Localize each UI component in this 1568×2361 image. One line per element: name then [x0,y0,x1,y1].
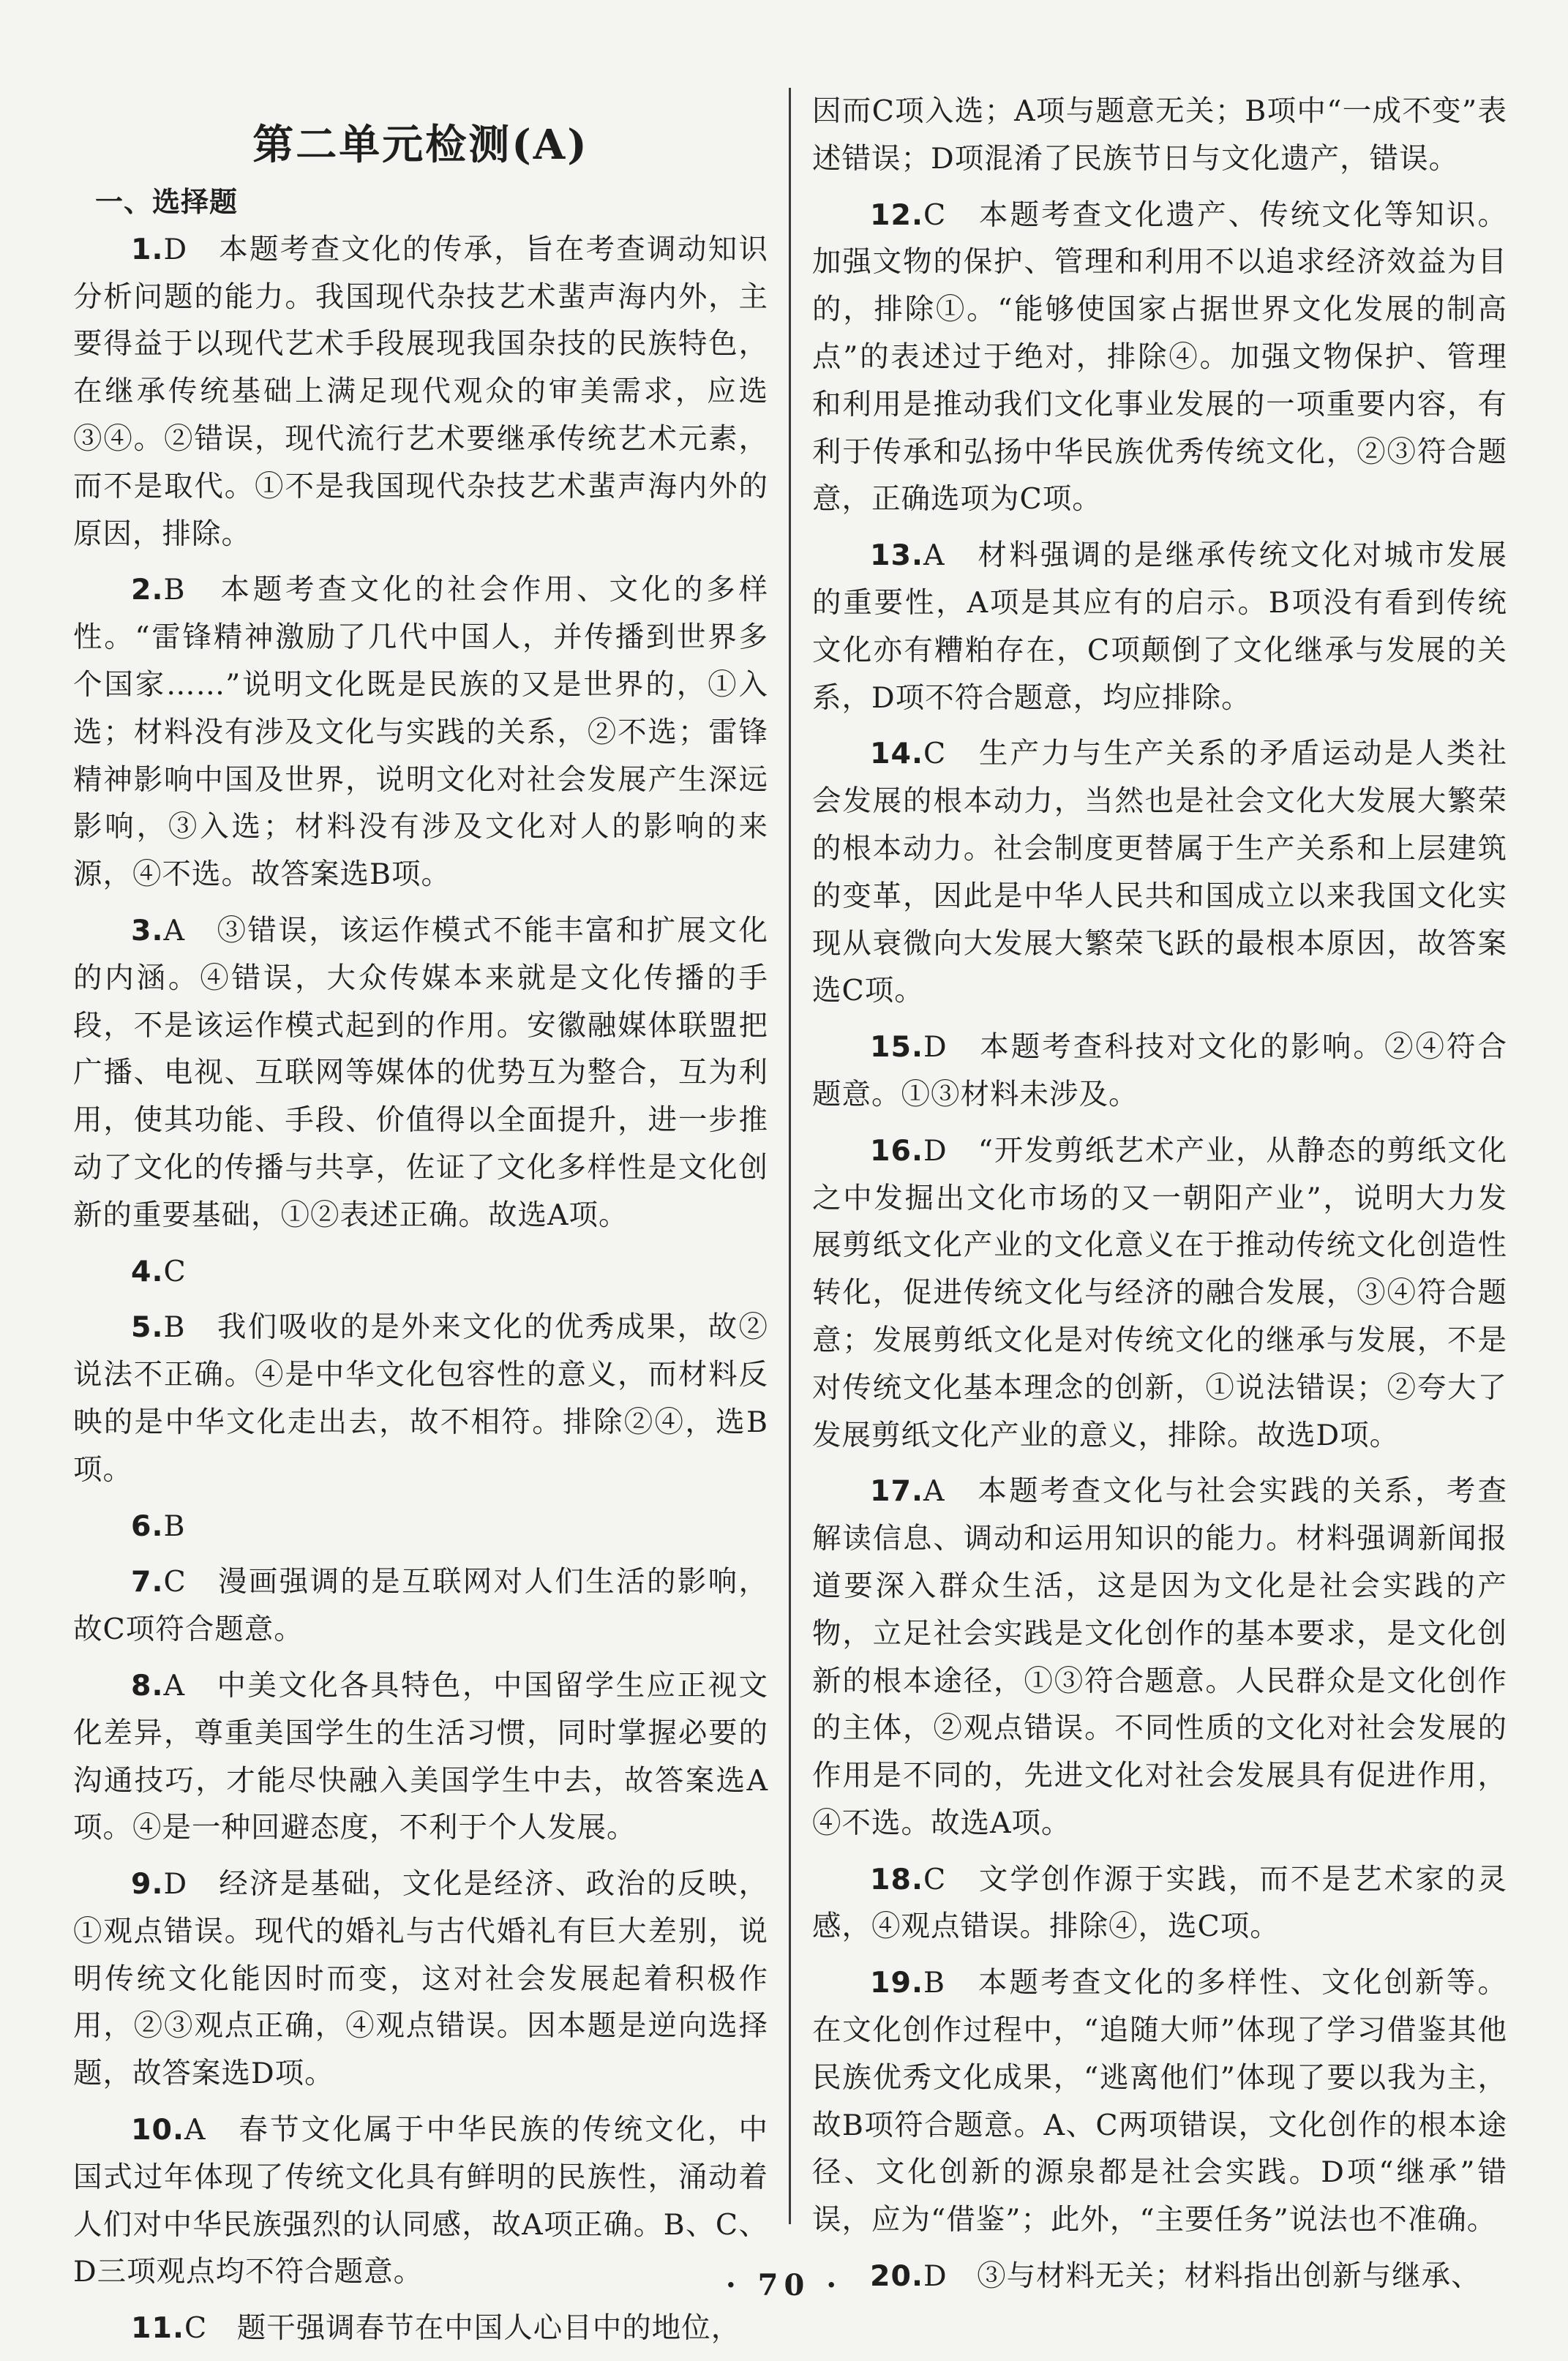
answer-item [73,907,768,1239]
answer-number: 10. [131,2113,184,2147]
right-answer-list [812,192,1507,2300]
answer-number: 13. [870,538,923,573]
answer-explanation: 中美文化各具特色，中国留学生应正视文化差异，尊重美国学生的生活习惯，同时掌握必要的沟通技巧，才能尽快融入美国学生中去，故答案选A项。④是一种回避态度，不利于个人发展。 [73,1668,769,1845]
answer-letter: C [923,1862,947,1896]
answer-explanation: 本题考查科技对文化的影响。②④符合题意。①③材料未涉及。 [812,1030,1508,1111]
answer-letter: C [923,737,947,771]
answer-number: 8. [131,1668,164,1703]
answer-explanation: 文学创作源于实践，而不是艺术家的灵感，④观点错误。排除④，选C项。 [812,1862,1508,1944]
answer-number: 11. [131,2311,184,2346]
answer-explanation: 本题考查文化与社会实践的关系，考查解读信息、调动和运用知识的能力。材料强调新闻报道要深入群众生活，这是因为文化是社会实践的产物，立足社会实践是文化创作的基本要求，是文化创新的根本途径，①③符合题意。人民群众是文化创作的主体，②观点错误。不同性质的文化对社会发展的作用是不同的，先进文化对社会发展具有促进作用，④不选。故选A项。 [812,1474,1508,1840]
answer-letter: C [923,198,947,232]
left-answer-list [73,226,768,2352]
answer-letter: C [163,1254,187,1288]
column-divider [789,88,791,2224]
answer-letter: D [923,2259,948,2294]
answer-letter: A [923,538,945,573]
answer-number: 3. [131,913,164,947]
answer-number: 18. [870,1862,923,1896]
answer-number: 15. [870,1030,923,1065]
answer-explanation: 本题考查文化遗产、传统文化等知识。加强文物的保护、管理和利用不以追求经济效益为目的，排除①。“能够使国家占据世界文化发展的制高点”的表述过于绝对，排除④。加强文物保护、管理和利用是推动我们文化事业发展的一项重要内容，有利于传承和弘扬中华民族优秀传统文化，②③符合题意，正确选项为C项。 [812,198,1508,517]
answer-letter: A [184,2113,206,2147]
answer-number: 2. [131,573,164,607]
answer-item [73,1304,768,1493]
answer-number: 20. [870,2259,923,2294]
answer-number: 6. [131,1509,164,1543]
answer-letter: D [163,1867,188,1902]
answer-item [812,532,1507,721]
answer-item [812,192,1507,524]
answer-item [73,566,768,898]
answer-item [73,1503,768,1550]
answer-explanation: 本题考查文化的多样性、文化创新等。在文化创作过程中，“追随大师”体现了学习借鉴其他民族优秀文化成果，“逃离他们”体现了要以我为主，故B项符合题意。A、C两项错误，文化创作的根本途径、文化创新的源泉都是社会实践。D项“继承”错误，应为“借鉴”；此外，“主要任务”说法也不准确。 [812,1966,1508,2237]
answer-number: 9. [131,1867,164,1902]
answer-item [73,1248,768,1296]
answer-number: 14. [870,737,923,771]
answer-number: 5. [131,1310,164,1345]
answer-explanation: 本题考查文化的社会作用、文化的多样性。“雷锋精神激励了几代中国人，并传播到世界多个国家……”说明文化既是民族的又是世界的，①入选；材料没有涉及文化与实践的关系，②不选；雷锋精神影响中国及世界，说明文化对社会发展产生深远影响，③入选；材料没有涉及文化对人的影响的来源，④不选。故答案选B项。 [73,573,769,892]
answer-letter: A [163,1668,186,1703]
answer-number: 7. [131,1565,164,1599]
answer-letter: B [923,1966,946,2000]
answer-explanation: 我们吸收的是外来文化的优秀成果，故②说法不正确。④是中华文化包容性的意义，而材料反映的是中华文化走出去，故不相符。排除②④，选B项。 [73,1310,769,1487]
answer-letter: B [163,1509,186,1543]
answer-explanation: 本题考查文化的传承，旨在考查调动知识分析问题的能力。我国现代杂技艺术蜚声海内外，主要得益于以现代艺术手段展现我国杂技的民族特色，在继承传统基础上满足现代观众的审美需求，应选③④。②错误，现代流行艺术要继承传统艺术元素，而不是取代。①不是我国现代杂技艺术蜚声海内外的原因，排除。 [73,232,769,551]
page-number: · 70 · [725,2268,843,2302]
answer-explanation: “开发剪纸艺术产业，从静态的剪纸文化之中发掘出文化市场的又一朝阳产业”，说明大力发展剪纸文化产业的文化意义在于推动传统文化创造性转化，促进传统文化与经济的融合发展，③④符合题意；发展剪纸文化是对传统文化的继承与发展，不是对传统文化基本理念的创新，①说法错误；②夸大了发展剪纸文化产业的意义，排除。故选D项。 [812,1133,1507,1452]
answer-item [73,1861,768,2098]
answer-number: 19. [870,1966,923,2000]
answer-item [812,1127,1507,1460]
answer-item [73,1558,768,1654]
right-column [812,88,1507,2309]
answer-letter: A [923,1474,945,1509]
answer-explanation: 生产力与生产关系的矛盾运动是人类社会发展的根本动力，当然也是社会文化大发展大繁荣的根本动力。社会制度更替属于生产关系和上层建筑的变革，因此是中华人民共和国成立以来我国文化实现从衰微向大发展大繁荣飞跃的最根本原因，故答案选C项。 [812,737,1508,1008]
answer-item [812,1856,1507,1951]
answer-item [812,1024,1507,1119]
answer-letter: D [923,1030,948,1065]
answer-explanation: 题干强调春节在中国人心目中的地位， [236,2311,741,2346]
answer-letter: C [184,2311,208,2346]
answer-letter: C [163,1565,187,1599]
answer-item [73,226,768,558]
answer-item [812,1959,1507,2244]
answer-item [73,1662,768,1852]
answer-explanation: ③错误，该运作模式不能丰富和扩展文化的内涵。④错误，大众传媒本来就是文化传播的手段，不是该运作模式起到的作用。安徽融媒体联盟把广播、电视、互联网等媒体的优势互为整合，互为利用，使其功能、手段、价值得以全面提升，进一步推动了文化的传播与共享，佐证了文化多样性是文化创新的重要基础，①②表述正确。故选A项。 [73,913,769,1232]
answer-explanation: 春节文化属于中华民族的传统文化，中国式过年体现了传统文化具有鲜明的民族性，涌动着人们对中华民族强烈的认同感，故A项正确。B、C、D三项观点均不符合题意。 [73,2113,769,2289]
answer-item [812,1468,1507,1847]
left-column [73,116,768,2361]
section-heading: 一、选择题 [95,186,239,218]
answer-continuation: 因而C项入选；A项与题意无关；B项中“一成不变”表述错误；D项混淆了民族节日与文化遗产，错误。 [812,94,1507,176]
answer-number: 4. [131,1254,164,1288]
answer-explanation: 材料强调的是继承传统文化对城市发展的重要性，A项是其应有的启示。B项没有看到传统文化亦有糟粕存在，C项颠倒了文化继承与发展的关系，D项不符合题意，均应排除。 [812,538,1508,715]
answer-explanation: 漫画强调的是互联网对人们生活的影响，故C项符合题意。 [73,1565,769,1647]
answer-letter: D [923,1133,948,1168]
answer-number: 1. [131,232,164,266]
answer-item [73,2305,768,2352]
answer-explanation: 经济是基础，文化是经济、政治的反映，①观点错误。现代的婚礼与古代婚礼有巨大差别，说明传统文化能因时而变，这对社会发展起着积极作用，②③观点正确，④观点错误。因本题是逆向选择题，故答案选D项。 [73,1867,769,2091]
answer-letter: D [163,232,188,266]
answer-explanation: ③与材料无关；材料指出创新与继承、 [977,2259,1481,2294]
page-title: 第二单元检测(A) [252,121,589,169]
answer-number: 17. [870,1474,923,1509]
answer-number: 16. [870,1133,923,1168]
answer-letter: B [163,1310,186,1345]
answer-number: 12. [870,198,923,232]
answer-letter: B [163,573,186,607]
answer-letter: A [163,913,186,947]
answer-item [812,730,1507,1015]
